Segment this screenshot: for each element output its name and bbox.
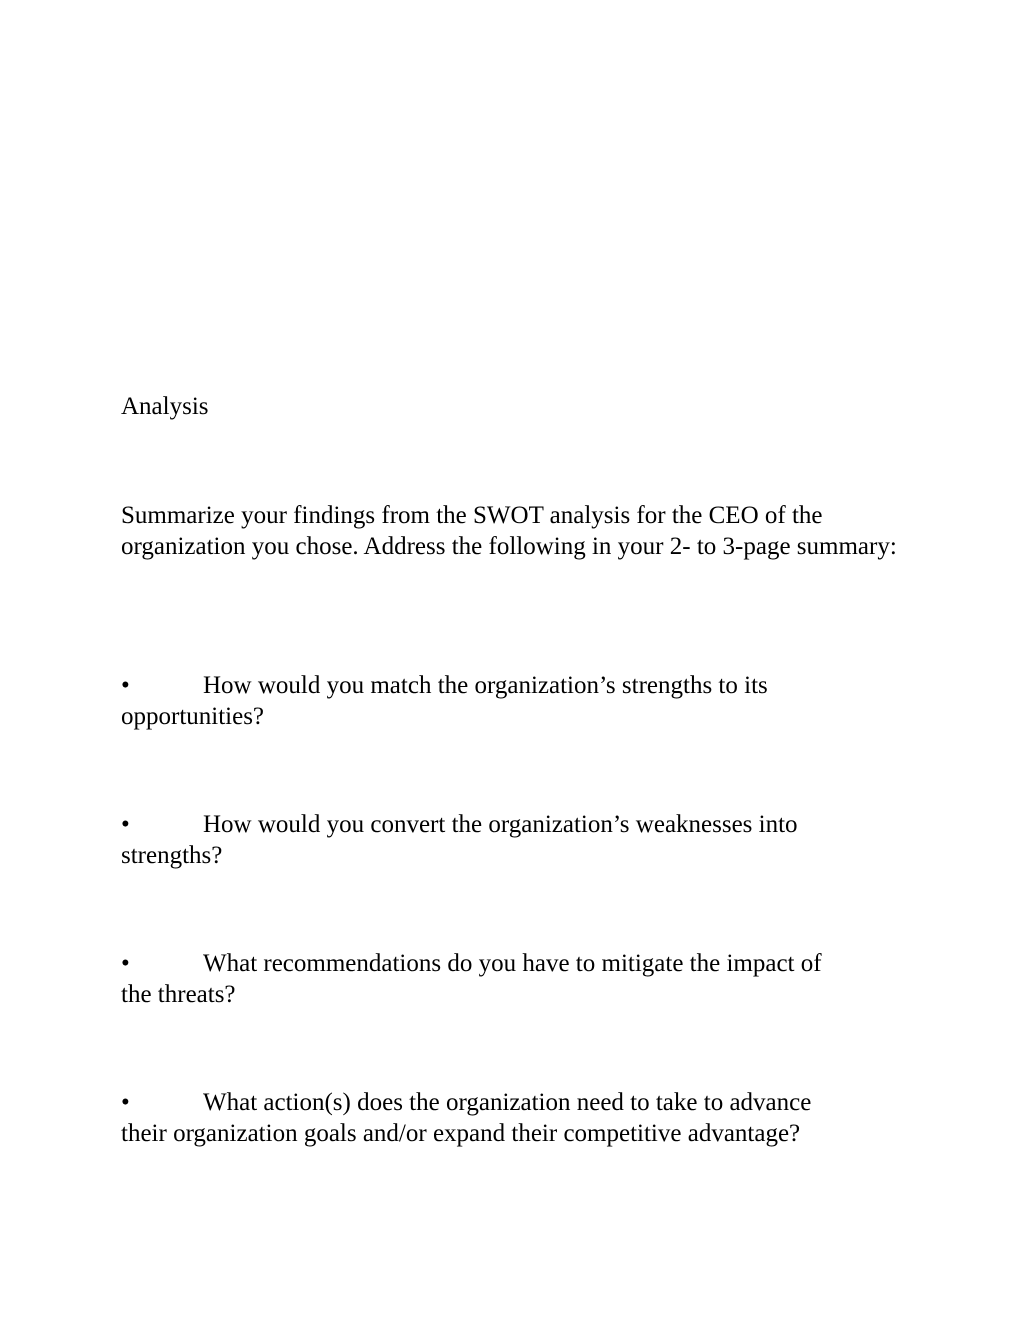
bullet-icon: •: [121, 811, 130, 838]
question-item: [121, 948, 901, 1010]
question-item: [121, 670, 901, 732]
question-text-line-2: their organization goals and/or expand their competitive advantage?: [121, 1120, 801, 1147]
question-text-line-2: strengths?: [121, 842, 223, 869]
question-text-line-2: opportunities?: [121, 703, 265, 730]
bullet-icon: •: [121, 950, 130, 977]
bullet-icon: •: [121, 672, 130, 699]
section-heading: Analysis: [121, 393, 209, 420]
question-text-line-1: What recommendations do you have to mitigate the impact of: [203, 950, 822, 977]
question-text-line-2: the threats?: [121, 981, 236, 1008]
question-item: [121, 809, 901, 871]
question-text-line-1: How would you match the organization’s strengths to its: [203, 672, 768, 699]
question-text-line-1: How would you convert the organization’s weaknesses into: [203, 811, 798, 838]
intro-paragraph: Summarize your findings from the SWOT analysis for the CEO of the organization you chose. Address the following in your 2- to 3-page summary:: [121, 502, 897, 560]
question-item: [121, 1087, 901, 1149]
question-text-line-1: What action(s) does the organization need to take to advance: [203, 1089, 812, 1116]
bullet-icon: •: [121, 1089, 130, 1116]
